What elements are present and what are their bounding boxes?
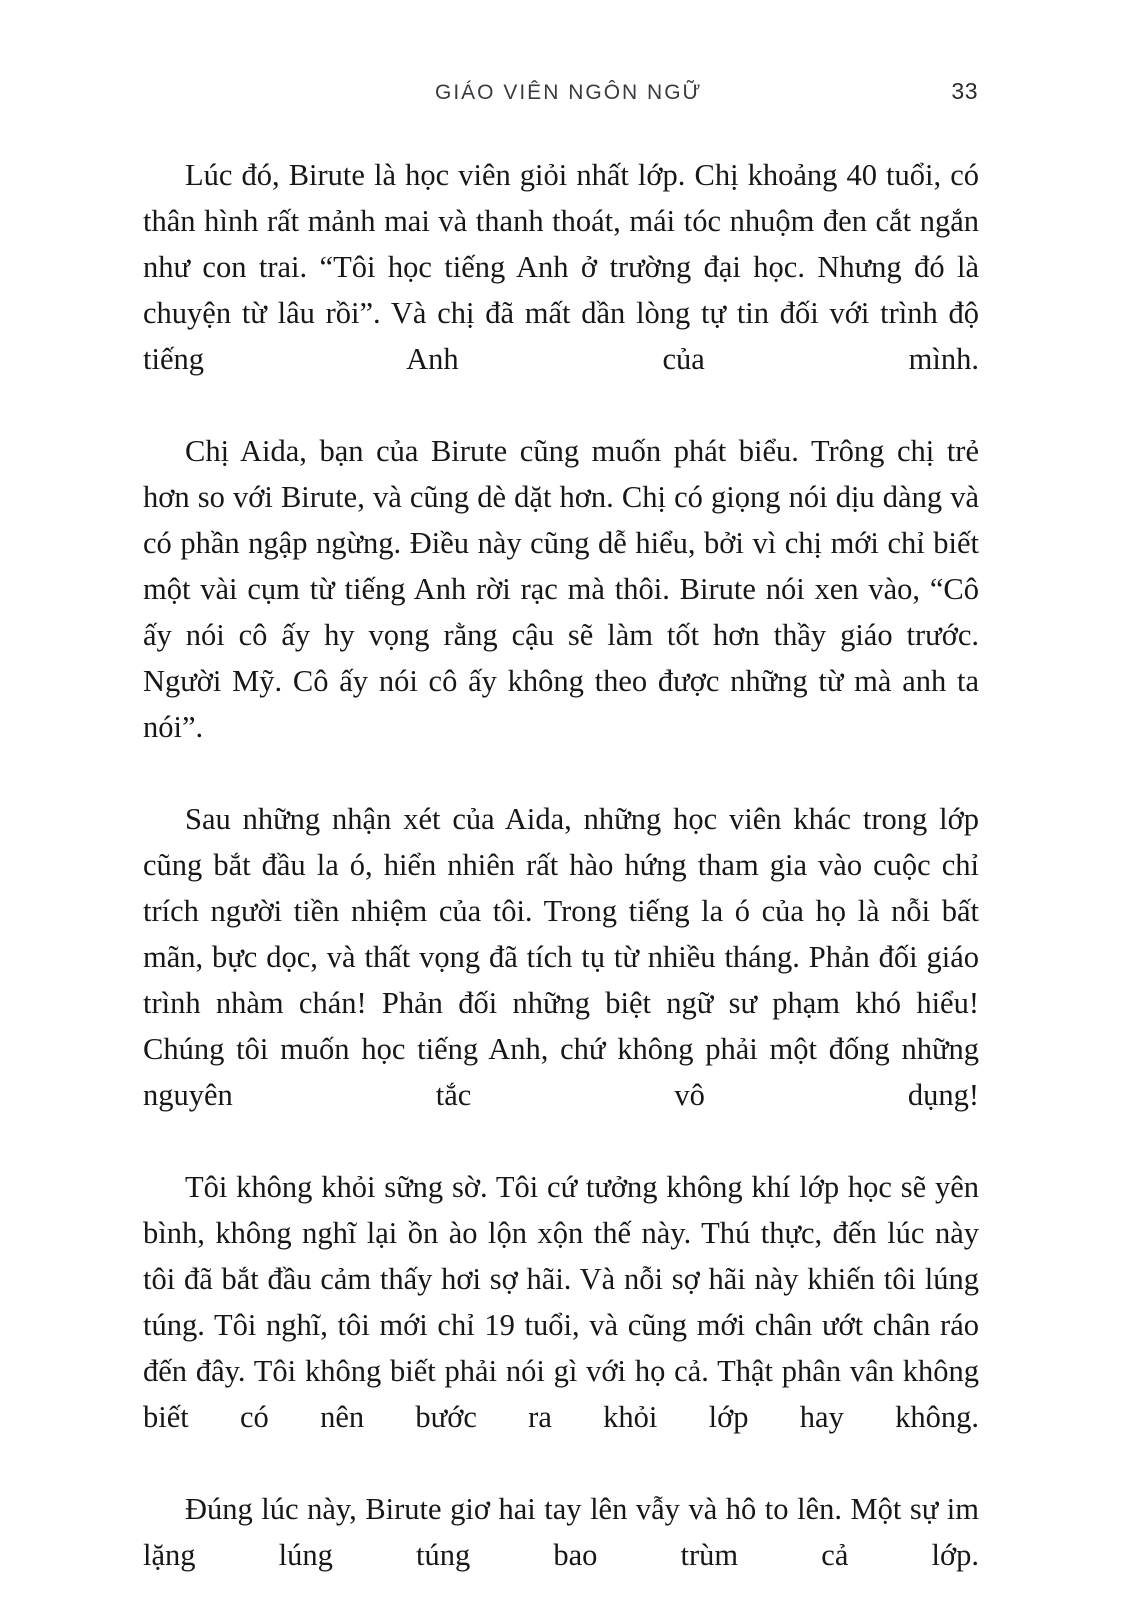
paragraph: Tôi không khỏi sững sờ. Tôi cứ tưởng không khí lớp học sẽ yên bình, không nghĩ lại ồn ào lộn xộn thế này. Thú thực, đến lúc này tôi đã bắt đầu cảm thấy hơi sợ hãi. Và nỗi sợ hãi này khiến tôi lúng túng. Tôi nghĩ, tôi mới chỉ 19 tuổi, và cũng mới chân ướt chân ráo đến đây. Tôi không biết phải nói gì với họ cả. Thật phân vân không biết có nên bước ra khỏi lớp hay không. [143,1170,979,1434]
running-head-title: GIÁO VIÊN NGÔN NGỮ [435,81,703,104]
running-head [143,78,978,112]
paragraph: Sau những nhận xét của Aida, những học viên khác trong lớp cũng bắt đầu la ó, hiển nhiên rất hào hứng tham gia vào cuộc chỉ trích người tiền nhiệm của tôi. Trong tiếng la ó của họ là nỗi bất mãn, bực dọc, và thất vọng đã tích tụ từ nhiều tháng. Phản đối giáo trình nhàm chán! Phản đối những biệt ngữ sư phạm khó hiểu! Chúng tôi muốn học tiếng Anh, chứ không phải một đống những nguyên tắc vô dụng! [143,802,979,1112]
paragraph: Lúc đó, Birute là học viên giỏi nhất lớp. Chị khoảng 40 tuổi, có thân hình rất mảnh mai và thanh thoát, mái tóc nhuộm đen cắt ngắn như con trai. “Tôi học tiếng Anh ở trường đại học. Nhưng đó là chuyện từ lâu rồi”. Và chị đã mất dần lòng tự tin đối với trình độ tiếng Anh của mình. [143,158,979,376]
page-number: 33 [951,78,978,104]
paragraph: Đúng lúc này, Birute giơ hai tay lên vẫy và hô to lên. Một sự im lặng lúng túng bao trùm cả lớp. [143,1492,979,1572]
body-text-block [143,152,979,1615]
paragraph: Chị Aida, bạn của Birute cũng muốn phát biểu. Trông chị trẻ hơn so với Birute, và cũng dè dặt hơn. Chị có giọng nói dịu dàng và có phần ngập ngừng. Điều này cũng dễ hiểu, bởi vì chị mới chỉ biết một vài cụm từ tiếng Anh rời rạc mà thôi. Birute nói xen vào, “Cô ấy nói cô ấy hy vọng rằng cậu sẽ làm tốt hơn thầy giáo trước. Người Mỹ. Cô ấy nói cô ấy không theo được những từ mà anh ta nói”. [143,434,979,744]
